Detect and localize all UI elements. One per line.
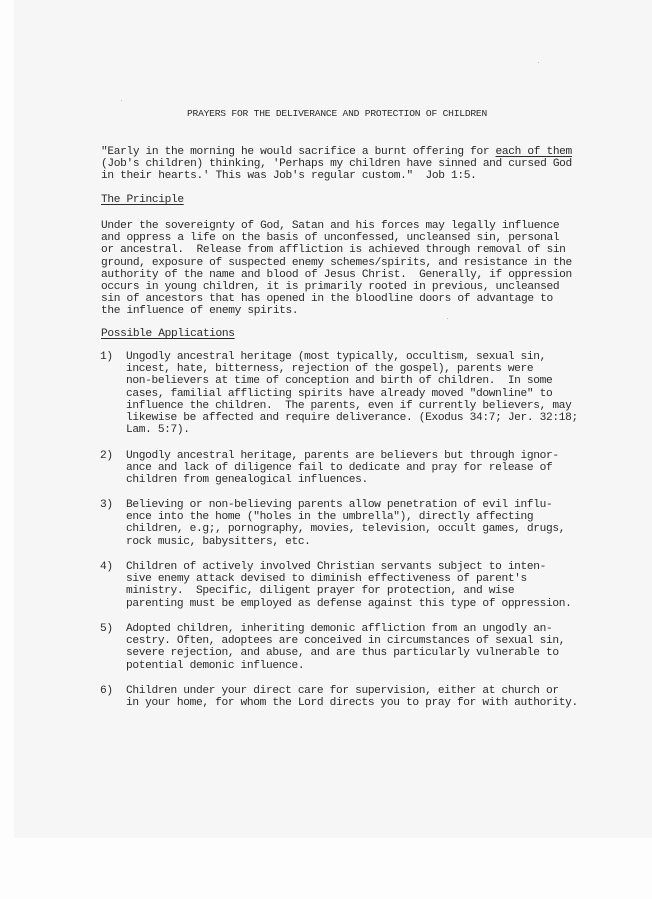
document-title: PRAYERS FOR THE DELIVERANCE AND PROTECTION OF CHILDREN: [186, 108, 488, 119]
item-text: [126, 450, 559, 487]
principle-line: sin of ancestors that has opened in the bloodline doors of advantage to: [101, 293, 553, 306]
principle-line: occurs in young children, it is primarily rooted in previous, uncleansed: [101, 281, 560, 294]
item-text: [126, 561, 571, 610]
item-line: Ungodly ancestral heritage (most typically, occultism, sexual sin,: [126, 351, 546, 363]
item-line: severe rejection, and abuse, and are thus particularly vulnerable to: [126, 647, 559, 660]
section-heading-applications: Possible Applications: [101, 328, 235, 340]
item-line: Children under your direct care for supervision, either at church or: [126, 685, 559, 697]
item-line: influence the children. The parents, even if currently believers, may: [126, 399, 572, 412]
item-number: 5): [100, 623, 113, 635]
item-line: ance and lack of diligence fail to dedicate and pray for release of: [126, 462, 553, 475]
item-number: 2): [100, 450, 113, 462]
item-line: ence into the home ("holes in the umbrella"), directly affecting: [126, 511, 534, 524]
principle-line: and oppress a life on the basis of unconfessed, uncleansed sin, personal: [101, 232, 560, 245]
epigraph-line: (Job's children) thinking, 'Perhaps my children have sinned and cursed God: [101, 158, 572, 171]
item-text: [126, 351, 578, 436]
item-line: parenting must be employed as defense against this type of oppression.: [126, 597, 572, 610]
epigraph-line: in their hearts.' This was Job's regular custom." Job 1:5.: [101, 170, 477, 183]
item-line: rock music, babysitters, etc.: [126, 535, 311, 548]
item-line: children, e.g;, pornography, movies, television, occult games, drugs,: [126, 523, 566, 536]
scan-speck: [538, 62, 539, 63]
epigraph-underlined-phrase: each of them: [495, 146, 572, 158]
item-line: non-believers at time of conception and birth of children. In some: [126, 375, 553, 388]
item-line: in your home, for whom the Lord directs you to pray for with authority.: [126, 697, 578, 710]
item-number: 4): [100, 561, 113, 573]
item-line: Lam. 5:7).: [126, 424, 190, 437]
epigraph-line: "Early in the morning he would sacrifice a burnt offering for: [101, 146, 496, 158]
item-line: cestry. Often, adoptees are conceived in circumstances of sexual sin,: [126, 635, 566, 648]
principle-line: the influence of enemy spirits.: [101, 305, 299, 318]
item-number: 1): [100, 351, 113, 363]
principle-paragraph: [101, 220, 591, 318]
epigraph-quote: [101, 146, 591, 183]
item-line: Children of actively involved Christian servants subject to inten-: [126, 561, 546, 573]
item-line: Adopted children, inheriting demonic affliction from an ungodly an-: [126, 623, 553, 635]
item-line: Believing or non-believing parents allow penetration of evil influ-: [126, 499, 553, 511]
item-text: [126, 685, 578, 709]
item-line: potential demonic influence.: [126, 659, 305, 672]
item-line: ministry. Specific, diligent prayer for protection, and wise: [126, 585, 515, 598]
principle-line: ground, exposure of suspected enemy schemes/spirits, and resistance in the: [101, 256, 572, 269]
section-heading-principle: The Principle: [101, 194, 184, 206]
item-line: likewise be affected and require deliverance. (Exodus 34:7; Jer. 32:18;: [126, 412, 578, 425]
scan-speck: [447, 318, 448, 319]
item-line: Ungodly ancestral heritage, parents are believers but through ignor-: [126, 450, 559, 462]
item-number: 3): [100, 499, 113, 511]
item-text: [126, 499, 565, 548]
item-line: cases, familial afflicting spirits have already moved "downline" to: [126, 387, 553, 400]
item-text: [126, 623, 565, 672]
scan-speck: [121, 100, 122, 101]
principle-line: authority of the name and blood of Jesus Christ. Generally, if oppression: [101, 268, 572, 281]
item-line: children from genealogical influences.: [126, 474, 368, 487]
item-line: sive enemy attack devised to diminish effectiveness of parent's: [126, 573, 527, 586]
item-line: incest, hate, bitterness, rejection of the gospel), parents were: [126, 363, 534, 376]
item-number: 6): [100, 685, 113, 697]
principle-line: Under the sovereignty of God, Satan and his forces may legally influence: [101, 220, 560, 232]
principle-line: or ancestral. Release from affliction is achieved through removal of sin: [101, 244, 566, 257]
